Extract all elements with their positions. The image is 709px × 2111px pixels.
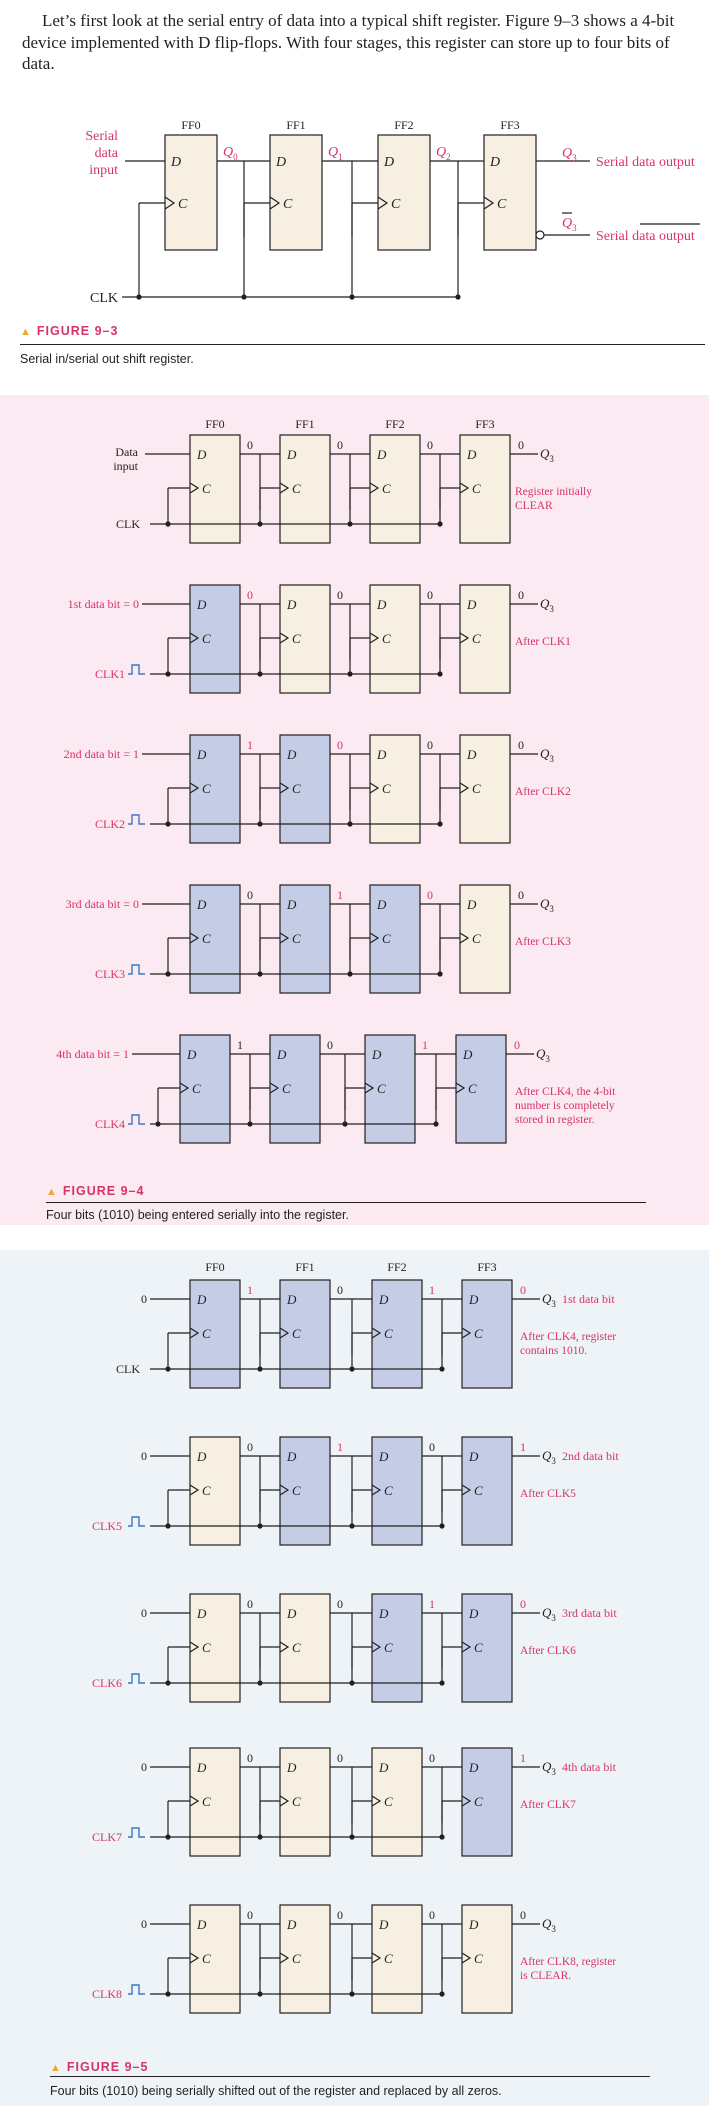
c-pin-label: C: [474, 1951, 483, 1966]
junction-dot: [165, 1991, 170, 1996]
junction-dot: [439, 1834, 444, 1839]
figure-9-5-diagram: [0, 1250, 709, 2106]
c-pin-label: C: [472, 631, 481, 646]
figure-9-4-caption: Four bits (1010) being entered serially into the register.: [46, 1208, 349, 1222]
junction-dot: [439, 1366, 444, 1371]
c-pin-label: C: [292, 1640, 301, 1655]
c-pin-label: C: [391, 197, 401, 212]
d-pin-label: D: [197, 447, 207, 462]
c-pin-label: C: [384, 1483, 393, 1498]
junction-dot: [257, 1991, 262, 1996]
inverting-bubble: [536, 231, 544, 239]
junction-dot: [257, 1680, 262, 1685]
caption-triangle-icon: ▲: [46, 1186, 58, 1198]
panel-note: number is completely: [515, 1100, 615, 1112]
junction-dot: [257, 1523, 262, 1528]
d-pin-label: D: [287, 1292, 297, 1307]
q3-label: $Q_3$: [540, 446, 554, 464]
flip-flop-label: FF2: [385, 417, 405, 431]
d-pin-label: D: [467, 447, 477, 462]
d-pin-label: D: [379, 1449, 389, 1464]
intro-paragraph: Let’s first look at the serial entry of data into a typical shift register. Figure 9–3 shows a 4-bit device implemented with D flip-flops. With four stages, this register can store up to four bits of data.: [22, 11, 675, 73]
data-input-label: 2nd data bit = 1: [63, 747, 139, 761]
q3-label: $Q_3$: [540, 746, 554, 764]
c-pin-label: C: [202, 1951, 211, 1966]
stage-bit-value: 0: [337, 1597, 343, 1611]
c-pin-label: C: [282, 1081, 291, 1096]
q3-subscript: 3: [549, 454, 554, 464]
flip-flop-label: FF1: [286, 118, 306, 132]
d-pin-label: D: [187, 1047, 197, 1062]
d-pin-label: D: [490, 155, 501, 170]
stage-bit-value: 1: [337, 888, 343, 902]
serial-input-label: input: [89, 163, 118, 178]
stage-bit-value: 0: [427, 438, 433, 452]
q3-label: $Q_3$: [536, 1046, 550, 1064]
stage-bit-value: 0: [337, 1908, 343, 1922]
stage-bit-value: 0: [247, 888, 253, 902]
junction-dot: [439, 1523, 444, 1528]
c-pin-label: C: [384, 1794, 393, 1809]
q-subscript: 0: [233, 152, 238, 162]
flip-flop-ff0: [165, 135, 217, 250]
panel-note: After CLK6: [520, 1645, 576, 1657]
c-pin-label: C: [382, 781, 391, 796]
panel-note: After CLK5: [520, 1488, 576, 1500]
c-pin-label: C: [202, 1794, 211, 1809]
clock-label: CLK2: [95, 817, 125, 831]
q-label: $Q_1$: [328, 145, 343, 162]
junction-dot: [455, 294, 460, 299]
d-pin-label: D: [287, 597, 297, 612]
q3-bit-value: 1: [520, 1751, 526, 1765]
d-pin-label: D: [469, 1760, 479, 1775]
d-pin-label: D: [276, 155, 287, 170]
q-label: $Q_0$: [223, 145, 238, 162]
c-pin-label: C: [384, 1640, 393, 1655]
q3-bit-value: 0: [520, 1283, 526, 1297]
q3-subscript: 3: [551, 1456, 556, 1466]
q-subscript: 2: [446, 152, 451, 162]
panel-note: After CLK4, register: [520, 1331, 617, 1343]
q3-subscript: 3: [545, 1054, 550, 1064]
stage-bit-value: 0: [247, 1751, 253, 1765]
junction-dot: [165, 1680, 170, 1685]
data-input-label: Data: [115, 445, 138, 459]
stage-bit-value: 1: [429, 1283, 435, 1297]
caption-rule: [46, 1202, 646, 1203]
flip-flop-label: FF3: [475, 417, 495, 431]
c-pin-label: C: [202, 481, 211, 496]
stage-bit-value: 0: [337, 438, 343, 452]
junction-dot: [165, 521, 170, 526]
d-pin-label: D: [467, 897, 477, 912]
data-input-label: 3rd data bit = 0: [65, 897, 139, 911]
stage-bit-value: 0: [337, 1283, 343, 1297]
q3-bit-value: 0: [518, 438, 524, 452]
junction-dot: [241, 294, 246, 299]
serial-input-label: data: [94, 146, 118, 161]
d-pin-label: D: [197, 1606, 207, 1621]
stage-bit-value: 0: [337, 738, 343, 752]
flip-flop-label: FF1: [295, 417, 315, 431]
figure-9-5: [0, 1250, 709, 2106]
panel-note: contains 1010.: [520, 1345, 588, 1357]
clock-pulse-icon: [128, 1115, 145, 1124]
d-pin-label: D: [379, 1292, 389, 1307]
d-pin-label: D: [469, 1606, 479, 1621]
d-pin-label: D: [384, 155, 395, 170]
flip-flop-label: FF0: [205, 417, 225, 431]
junction-dot: [342, 1121, 347, 1126]
serial-input-label: Serial: [85, 129, 118, 144]
d-pin-label: D: [287, 1917, 297, 1932]
flip-flop-label: FF1: [295, 1260, 315, 1274]
q3-subscript: 3: [551, 1613, 556, 1623]
stage-bit-value: 0: [247, 438, 253, 452]
panel-note: is CLEAR.: [520, 1970, 572, 1982]
c-pin-label: C: [178, 197, 188, 212]
junction-dot: [247, 1121, 252, 1126]
junction-dot: [437, 971, 442, 976]
d-pin-label: D: [287, 1606, 297, 1621]
d-pin-label: D: [377, 747, 387, 762]
d-pin-label: D: [463, 1047, 473, 1062]
data-input-label: 0: [141, 1449, 147, 1463]
panel-note: stored in register.: [515, 1114, 595, 1126]
flip-flop-label: FF3: [500, 118, 520, 132]
stage-bit-value: 0: [429, 1440, 435, 1454]
d-pin-label: D: [287, 897, 297, 912]
output-bit-label: 4th data bit: [562, 1760, 616, 1774]
stage-bit-value: 1: [422, 1038, 428, 1052]
d-pin-label: D: [197, 597, 207, 612]
c-pin-label: C: [474, 1794, 483, 1809]
q3-bit-value: 0: [514, 1038, 520, 1052]
q3bar-label: $Q_3$: [562, 216, 577, 233]
stage-bit-value: 1: [247, 738, 253, 752]
c-pin-label: C: [202, 781, 211, 796]
junction-dot: [439, 1680, 444, 1685]
figure-9-3-number: FIGURE 9–3: [36, 324, 119, 338]
c-pin-label: C: [377, 1081, 386, 1096]
clock-pulse-icon: [128, 815, 145, 824]
caption-rule: [20, 344, 705, 345]
junction-dot: [165, 971, 170, 976]
d-pin-label: D: [277, 1047, 287, 1062]
c-pin-label: C: [292, 1483, 301, 1498]
junction-dot: [165, 1523, 170, 1528]
junction-dot: [155, 1121, 160, 1126]
output-bit-label: 2nd data bit: [562, 1449, 619, 1463]
clock-pulse-icon: [128, 1674, 145, 1683]
stage-bit-value: 0: [427, 738, 433, 752]
d-pin-label: D: [467, 747, 477, 762]
c-pin-label: C: [472, 781, 481, 796]
q-label: $Q_2$: [436, 145, 451, 162]
clock-label: CLK7: [92, 1830, 122, 1844]
flip-flop-label: FF2: [387, 1260, 407, 1274]
q3bar-subscript: 3: [572, 223, 577, 233]
c-pin-label: C: [384, 1326, 393, 1341]
junction-dot: [257, 821, 262, 826]
flip-flop-label: FF2: [394, 118, 414, 132]
stage-bit-value: 0: [247, 1908, 253, 1922]
panel-note: After CLK8, register: [520, 1956, 617, 1968]
clock-label: CLK1: [95, 667, 125, 681]
figure-9-3-caption: Serial in/serial out shift register.: [20, 352, 194, 366]
q3-subscript: 3: [572, 153, 577, 163]
q3-subscript: 3: [551, 1767, 556, 1777]
q3-subscript: 3: [551, 1299, 556, 1309]
flip-flop-label: FF0: [205, 1260, 225, 1274]
q3-label: $Q_3$: [542, 1605, 556, 1623]
data-input-label: 0: [141, 1606, 147, 1620]
c-pin-label: C: [292, 781, 301, 796]
panel-note: After CLK1: [515, 636, 571, 648]
c-pin-label: C: [292, 1326, 301, 1341]
figure-9-4-diagram: [0, 395, 709, 1225]
junction-dot: [347, 971, 352, 976]
q3-bit-value: 0: [520, 1908, 526, 1922]
clock-pulse-icon: [128, 965, 145, 974]
stage-bit-value: 0: [337, 588, 343, 602]
junction-dot: [439, 1991, 444, 1996]
junction-dot: [257, 1366, 262, 1371]
d-pin-label: D: [197, 747, 207, 762]
q3-bit-value: 0: [520, 1597, 526, 1611]
d-pin-label: D: [469, 1449, 479, 1464]
d-pin-label: D: [287, 747, 297, 762]
data-input-label: 1st data bit = 0: [67, 597, 139, 611]
panel-note: After CLK3: [515, 936, 571, 948]
c-pin-label: C: [202, 1326, 211, 1341]
c-pin-label: C: [202, 631, 211, 646]
clock-pulse-icon: [128, 665, 145, 674]
d-pin-label: D: [377, 447, 387, 462]
q3-subscript: 3: [549, 754, 554, 764]
caption-rule: [50, 2076, 650, 2077]
d-pin-label: D: [379, 1917, 389, 1932]
c-pin-label: C: [474, 1326, 483, 1341]
junction-dot: [437, 821, 442, 826]
d-pin-label: D: [287, 1449, 297, 1464]
junction-dot: [347, 671, 352, 676]
d-pin-label: D: [197, 1917, 207, 1932]
junction-dot: [165, 821, 170, 826]
clock-label: CLK5: [92, 1519, 122, 1533]
c-pin-label: C: [202, 1483, 211, 1498]
stage-bit-value: 0: [429, 1751, 435, 1765]
d-pin-label: D: [197, 1449, 207, 1464]
c-pin-label: C: [382, 631, 391, 646]
figure-9-5-number: FIGURE 9–5: [66, 2060, 149, 2074]
c-pin-label: C: [292, 1794, 301, 1809]
c-pin-label: C: [202, 931, 211, 946]
d-pin-label: D: [377, 597, 387, 612]
junction-dot: [349, 1834, 354, 1839]
d-pin-label: D: [469, 1917, 479, 1932]
c-pin-label: C: [382, 481, 391, 496]
c-pin-label: C: [283, 197, 293, 212]
junction-dot: [349, 1680, 354, 1685]
d-pin-label: D: [467, 597, 477, 612]
c-pin-label: C: [192, 1081, 201, 1096]
panel-note: After CLK7: [520, 1799, 576, 1811]
junction-dot: [257, 1834, 262, 1839]
q3-bit-value: 1: [520, 1440, 526, 1454]
q3-label: $Q_3$: [542, 1916, 556, 1934]
caption-triangle-icon: ▲: [50, 2062, 62, 2074]
junction-dot: [165, 1834, 170, 1839]
data-input-label: 0: [141, 1292, 147, 1306]
clock-label: CLK4: [95, 1117, 125, 1131]
c-pin-label: C: [474, 1640, 483, 1655]
c-pin-label: C: [472, 931, 481, 946]
junction-dot: [136, 294, 141, 299]
d-pin-label: D: [379, 1760, 389, 1775]
clock-label: CLK3: [95, 967, 125, 981]
data-input-label: 4th data bit = 1: [56, 1047, 129, 1061]
junction-dot: [349, 1366, 354, 1371]
stage-bit-value: 0: [337, 1751, 343, 1765]
c-pin-label: C: [292, 631, 301, 646]
q3-subscript: 3: [549, 904, 554, 914]
stage-bit-value: 0: [427, 888, 433, 902]
data-input-label: 0: [141, 1917, 147, 1931]
junction-dot: [257, 671, 262, 676]
stage-bit-value: 0: [247, 1440, 253, 1454]
c-pin-label: C: [384, 1951, 393, 1966]
figure-9-4-number: FIGURE 9–4: [62, 1184, 145, 1198]
junction-dot: [165, 1366, 170, 1371]
clock-label: CLK6: [92, 1676, 122, 1690]
junction-dot: [165, 671, 170, 676]
q3-subscript: 3: [549, 604, 554, 614]
c-pin-label: C: [382, 931, 391, 946]
junction-dot: [349, 1991, 354, 1996]
serial-output-complement-label: Serial data output: [596, 229, 695, 244]
q3-bit-value: 0: [518, 888, 524, 902]
caption-triangle-icon: ▲: [20, 326, 32, 338]
q3-bit-value: 0: [518, 588, 524, 602]
q3-bit-value: 0: [518, 738, 524, 752]
flip-flop-ff2: [378, 135, 430, 250]
d-pin-label: D: [171, 155, 182, 170]
junction-dot: [437, 521, 442, 526]
figure-9-5-label: [50, 2058, 148, 2076]
d-pin-label: D: [372, 1047, 382, 1062]
d-pin-label: D: [197, 897, 207, 912]
q3-subscript: 3: [551, 1924, 556, 1934]
q3-label: $Q_3$: [540, 596, 554, 614]
q3-label: $Q_3$: [540, 896, 554, 914]
junction-dot: [437, 671, 442, 676]
q-subscript: 1: [338, 152, 343, 162]
q3-label: $Q_3$: [542, 1448, 556, 1466]
panel-note: After CLK2: [515, 786, 571, 798]
q3-label: $Q_3$: [542, 1291, 556, 1309]
c-pin-label: C: [472, 481, 481, 496]
stage-bit-value: 0: [327, 1038, 333, 1052]
figure-9-4: [0, 395, 709, 1225]
q3-label: $Q_3$: [562, 146, 577, 163]
junction-dot: [347, 821, 352, 826]
flip-flop-label: FF0: [181, 118, 201, 132]
flip-flop-ff3: [484, 135, 536, 250]
d-pin-label: D: [469, 1292, 479, 1307]
c-pin-label: C: [292, 1951, 301, 1966]
stage-bit-value: 1: [237, 1038, 243, 1052]
stage-bit-value: 1: [337, 1440, 343, 1454]
panel-note: CLEAR: [515, 500, 553, 512]
clk-label: CLK: [90, 291, 118, 306]
junction-dot: [257, 521, 262, 526]
figure-9-3-diagram: [0, 95, 709, 325]
d-pin-label: D: [197, 1760, 207, 1775]
clock-label: CLK8: [92, 1987, 122, 2001]
d-pin-label: D: [287, 447, 297, 462]
d-pin-label: D: [287, 1760, 297, 1775]
clock-pulse-icon: [128, 1985, 145, 1994]
clock-pulse-icon: [128, 1517, 145, 1526]
stage-bit-value: 0: [429, 1908, 435, 1922]
c-pin-label: C: [292, 481, 301, 496]
d-pin-label: D: [197, 1292, 207, 1307]
stage-bit-value: 0: [247, 588, 253, 602]
junction-dot: [257, 971, 262, 976]
d-pin-label: D: [377, 897, 387, 912]
c-pin-label: C: [468, 1081, 477, 1096]
c-pin-label: C: [292, 931, 301, 946]
junction-dot: [347, 521, 352, 526]
stage-bit-value: 0: [427, 588, 433, 602]
stage-bit-value: 1: [429, 1597, 435, 1611]
c-pin-label: C: [474, 1483, 483, 1498]
figure-9-5-caption: Four bits (1010) being serially shifted out of the register and replaced by all zeros.: [50, 2084, 502, 2098]
flip-flop-label: FF3: [477, 1260, 497, 1274]
clock-label: CLK: [116, 517, 140, 531]
junction-dot: [349, 294, 354, 299]
panel-note: After CLK4, the 4-bit: [515, 1086, 616, 1098]
junction-dot: [349, 1523, 354, 1528]
figure-9-3-label: [20, 322, 118, 340]
serial-output-label: Serial data output: [596, 155, 695, 170]
junction-dot: [433, 1121, 438, 1126]
c-pin-label: C: [497, 197, 507, 212]
flip-flop-ff1: [270, 135, 322, 250]
stage-bit-value: 1: [247, 1283, 253, 1297]
output-bit-label: 3rd data bit: [562, 1606, 617, 1620]
panel-note: Register initially: [515, 486, 592, 498]
figure-9-4-label: [46, 1182, 144, 1200]
clock-label: CLK: [116, 1362, 140, 1376]
clock-pulse-icon: [128, 1828, 145, 1837]
c-pin-label: C: [202, 1640, 211, 1655]
data-input-label: input: [113, 459, 138, 473]
output-bit-label: 1st data bit: [562, 1292, 615, 1306]
d-pin-label: D: [379, 1606, 389, 1621]
q3-label: $Q_3$: [542, 1759, 556, 1777]
data-input-label: 0: [141, 1760, 147, 1774]
stage-bit-value: 0: [247, 1597, 253, 1611]
